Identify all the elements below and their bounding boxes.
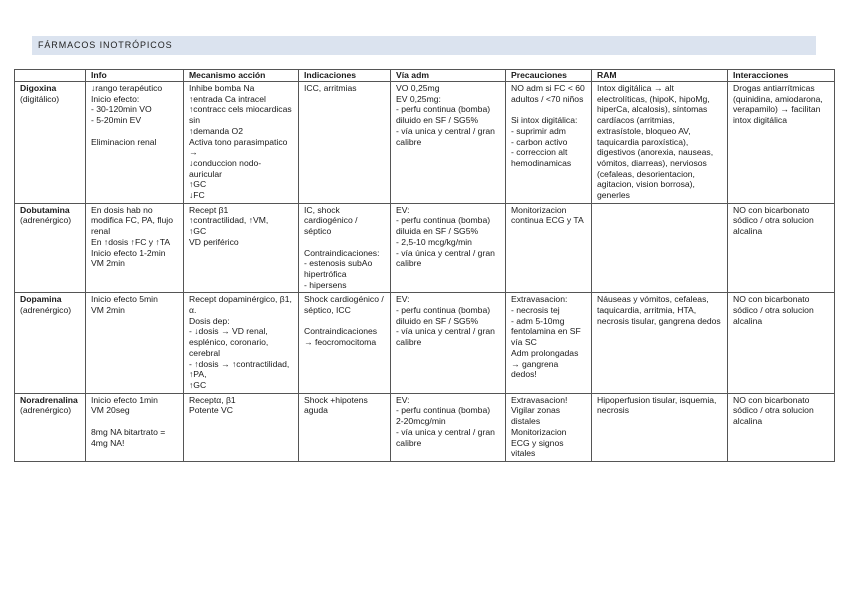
cell-line: NO con bicarbonato sódico / otra solucion alcalina [733,294,814,326]
cell-precauciones [506,82,592,204]
cell-mecanismo [184,82,299,204]
cell-line: 8mg NA bitartrato = 4mg NA! [91,426,166,448]
cell-line: Potente VC [189,405,233,416]
cell-ram [592,203,728,293]
cell-line: Inicio efecto 5min [91,294,158,305]
drug-cell [15,82,86,204]
cell-line: VM 20seg [91,405,130,416]
cell-line: Dosis dep: [189,315,230,326]
drug-name: Dobutamina [20,204,70,215]
cell-line [304,237,385,248]
cell-line: Shock +hipotens aguda [304,394,368,416]
cell-line: - vía única y central / gran calibre [396,247,495,269]
cell-line: Extravasacion: [511,294,568,305]
cell-line: Recept dopaminérgico, β1, α. [189,294,292,316]
cell-line: ↓rango terapéutico [91,83,163,93]
cell-line: NO con bicarbonato sódico / otra solucion alcalina [733,204,814,237]
drug-table [14,69,835,462]
table-row [15,393,835,461]
cell-line: - vía unica y central / gran calibre [396,125,495,147]
drug-class: (adrenérgico) [20,305,72,316]
cell-indicaciones [299,82,391,204]
cell-line: Si intox digitálica: [511,115,578,126]
cell-info [86,82,184,204]
cell-line: En dosis hab no modifica FC, PA, flujo renal [91,204,173,237]
cell-info [86,203,184,293]
cell-line [91,126,178,137]
cell-line: VO 0,25mg [396,83,440,93]
cell-line: Shock cardiogénico / séptico, ICC [304,294,384,316]
document-title: FÁRMACOS INOTRÓPICOS [32,36,816,55]
table-row [15,293,835,393]
cell-line: - necrosis tej [511,305,560,316]
cell-line: Activa tono parasimpatico → [189,136,288,158]
cell-line: Monitorizacion ECG y signos vitales [511,426,567,459]
cell-line: Monitorizacion continua ECG y TA [511,204,584,226]
cell-line: - adm 5-10mg fentolamina en SF vía SC [511,315,581,348]
cell-info [86,393,184,461]
cell-line: EV: [396,204,410,215]
cell-line: EV 0,25mg: [396,93,441,104]
cell-indicaciones [299,293,391,393]
cell-via [391,293,506,393]
cell-line: - vía unica y central / gran calibre [396,326,495,348]
cell-line: - suprimir adm [511,125,566,136]
cell-line: - 2,5-10 mcg/kg/min [396,236,472,247]
cell-line: NO adm si FC < 60 adultos / <70 niños [511,83,585,104]
cell-mecanismo [184,293,299,393]
cell-line: - 5-20min EV [91,115,142,126]
drug-name: Dopamina [20,294,62,305]
cell-line: 2-20mcg/min [396,416,446,427]
cell-interacciones [728,393,835,461]
cell-mecanismo [184,203,299,293]
cell-line: - vía unica y central / gran calibre [396,426,495,448]
cell-line: - perfu continua (bomba) diluida en SF / SG5% [396,215,491,237]
column-header-via: Vía adm [391,70,506,82]
drug-cell [15,203,86,293]
cell-line: - carbon activo [511,136,568,147]
cell-line: - estenosis subAo hipertrófica [304,258,373,279]
cell-line: ↓conduccion nodo-auricular [189,157,262,179]
cell-line: - ↓dosis → VD renal, esplénico, coronario, cerebral [189,326,269,358]
cell-line: ↓FC [189,190,205,201]
column-header-interacciones: Interacciones [728,70,835,82]
cell-line: EV: [396,294,410,305]
column-header-mecanismo: Mecanismo acción [184,70,299,82]
cell-line: Intox digitálica → alt electrolíticas, (hipoK, hipoMg, hiperCa, alcalosis), síntomas cardíacos (arritmias, extrasístole, bloqueo AV, taquicardia paroxística), digestivos (anorexia, nauseas, vómitos, diarreas), nerviosos (cefaleas, desorientacion, agitacion, vision borrosa), generles [597,83,714,201]
cell-via [391,82,506,204]
cell-line: ↑GC [189,226,207,237]
cell-line: Receptα, β1 [189,394,236,405]
cell-line: Inicio efecto 1-2min [91,247,166,258]
cell-interacciones [728,203,835,293]
column-header [15,70,86,82]
cell-interacciones [728,293,835,393]
cell-line: ↑GC [189,379,207,390]
column-header-ram: RAM [592,70,728,82]
cell-line: - ↑dosis → ↑contractilidad, ↑PA, [189,358,290,380]
cell-line: Extravasacion! [511,394,568,405]
cell-line: ↑contracc cels miocardicas sin [189,104,292,126]
cell-line: Adm prolongadas → gangrena dedos! [511,347,579,380]
header-row [15,70,835,82]
cell-via [391,393,506,461]
cell-line: EV: [396,394,410,405]
cell-line: VM 2min [91,258,125,269]
drug-cell [15,293,86,393]
cell-line [304,316,385,327]
cell-line: - hipersens [304,279,347,290]
cell-ram [592,293,728,393]
cell-precauciones [506,293,592,393]
cell-line: ↑GC [189,179,207,190]
cell-ram [592,393,728,461]
drug-cell [15,393,86,461]
column-header-precauciones: Precauciones [506,70,592,82]
cell-line: - perfu continua (bomba) [396,405,491,416]
cell-line: Recept β1 [189,204,229,215]
cell-line: VD periférico [189,236,239,247]
drug-class: (adrenérgico) [20,405,72,416]
cell-line: Inhibe bomba Na [189,83,255,93]
cell-ram [592,82,728,204]
drug-class: (digitálico) [20,93,60,104]
cell-line [91,416,178,427]
drug-name: Noradrenalina [20,394,78,405]
cell-line: → feocromocitoma [304,337,377,348]
table-row [15,203,835,293]
column-header-indicaciones: Indicaciones [299,70,391,82]
cell-line: ↑entrada Ca intracel [189,93,266,104]
cell-interacciones [728,82,835,204]
cell-line: - 30-120min VO [91,104,152,115]
column-header-info: Info [86,70,184,82]
table-row [15,82,835,204]
cell-line: IC, shock cardiogénico / séptico [304,204,358,237]
drug-class: (adrenérgico) [20,215,72,226]
cell-indicaciones [299,393,391,461]
cell-line: ICC, arritmias [304,83,357,93]
cell-line: Contraindicaciones [304,326,378,337]
cell-line: ↑contractilidad, ↑VM, [189,215,269,226]
cell-line: Drogas antiarrítmicas (quinidina, amiodarona, verapamilo) → facilitan intox digitálica [733,83,823,126]
cell-line [511,104,586,115]
cell-line: Náuseas y vómitos, cefaleas, taquicardia, arritmia, HTA, necrosis tisular, gangrena dedos [597,294,721,326]
cell-line: NO con bicarbonato sódico / otra solucion alcalina [733,394,814,427]
cell-line: Contraindicaciones: [304,247,380,258]
cell-precauciones [506,393,592,461]
table-body [15,82,835,462]
cell-line: VM 2min [91,305,125,316]
cell-line: Hipoperfusion tisular, isquemia, necrosis [597,394,717,416]
cell-indicaciones [299,203,391,293]
cell-line: Vigilar zonas distales [511,405,561,427]
drug-name: Digoxina [20,83,57,93]
cell-line: Inicio efecto 1min [91,394,158,405]
cell-line: - correccion alt hemodinamicas [511,147,572,168]
cell-precauciones [506,203,592,293]
cell-line: Eliminacion renal [91,136,157,147]
cell-line: - perfu continua (bomba) diluido en SF / SG5% [396,305,491,326]
cell-mecanismo [184,393,299,461]
cell-via [391,203,506,293]
cell-line: - perfu continua (bomba) diluido en SF / SG5% [396,104,491,126]
cell-line: ↑demanda O2 [189,125,243,136]
cell-line: En ↑dosis ↑FC y ↑TA [91,236,171,247]
cell-line: Inicio efecto: [91,93,140,104]
cell-info [86,293,184,393]
